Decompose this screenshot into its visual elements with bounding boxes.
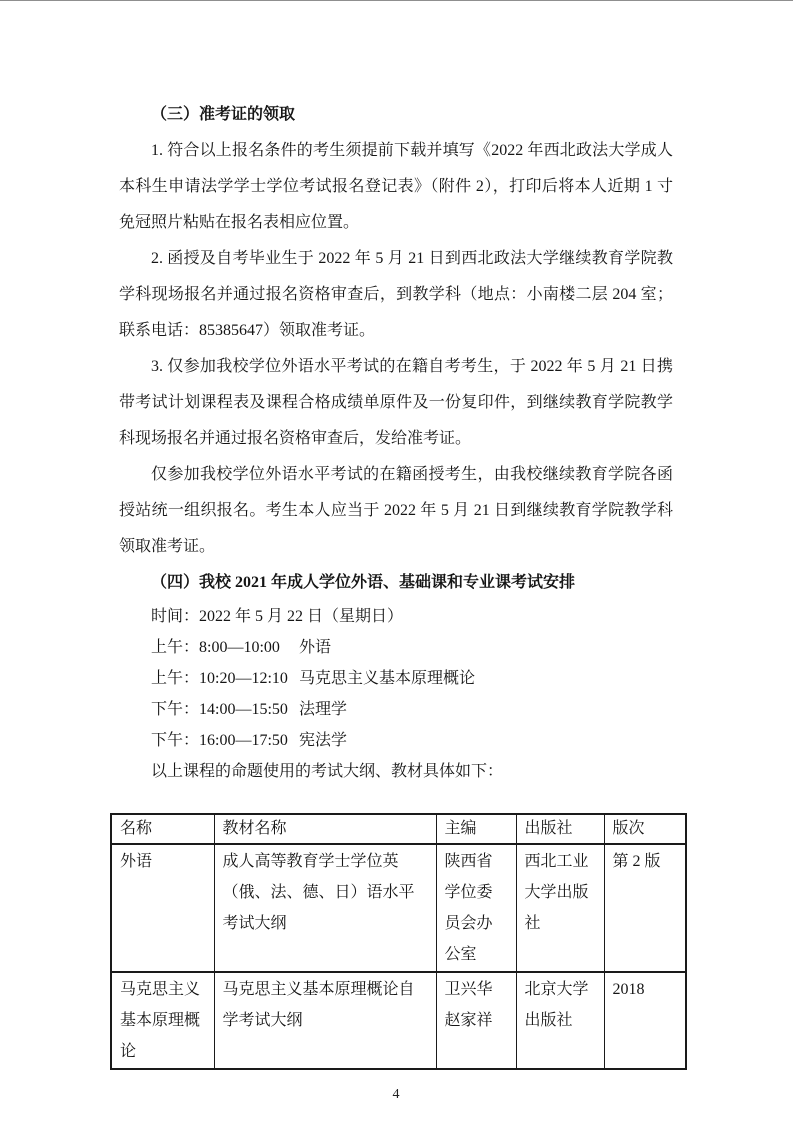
table-row bbox=[111, 844, 686, 972]
schedule-row bbox=[119, 663, 673, 694]
materials-note-line: 以上课程的命题使用的考试大纲、教材具体如下： bbox=[151, 763, 504, 780]
column-header-publisher: 出版社 bbox=[516, 814, 604, 844]
paragraph-correspondence-students: 仅参加我校学位外语水平考试的在籍函授考生，由我校继续教育学院各函授站统一组织报名。考生本人应当于 2022 年 5 月 21 日到继续教育学院教学科领取准考证。 bbox=[119, 466, 673, 555]
table-header-row bbox=[111, 814, 686, 844]
exam-date-line: 时间：2022 年 5 月 22 日（星期日） bbox=[151, 608, 404, 625]
schedule-time: 下午：16:00—17:50 bbox=[151, 732, 288, 749]
cell-publisher: 西北工业大学出版社 bbox=[516, 844, 604, 972]
cell-material-title: 成人高等教育学士学位英（俄、法、德、日）语水平考试大纲 bbox=[214, 844, 436, 972]
cell-editor: 陕西省学位委员会办公室 bbox=[436, 844, 516, 972]
column-header-material: 教材名称 bbox=[214, 814, 436, 844]
cell-course-name: 外语 bbox=[111, 844, 214, 972]
column-header-editor: 主编 bbox=[436, 814, 516, 844]
schedule-subject: 外语 bbox=[299, 639, 332, 656]
section-heading-4: （四）我校 2021 年成人学位外语、基础课和专业课考试安排 bbox=[151, 574, 576, 591]
schedule-subject: 宪法学 bbox=[299, 732, 348, 749]
table-row bbox=[111, 972, 686, 1069]
paragraph-selfstudy-students: 3. 仅参加我校学位外语水平考试的在籍自考考生，于 2022 年 5 月 21 日携带考试计划课程表及课程合格成绩单原件及一份复印件，到继续教育学院教学科现场报名并通过报名资格审查后，发给准考证。 bbox=[119, 358, 673, 447]
schedule-time: 下午：14:00—15:50 bbox=[151, 701, 288, 718]
exam-schedule bbox=[119, 601, 673, 787]
schedule-row bbox=[119, 725, 673, 756]
column-header-edition: 版次 bbox=[604, 814, 686, 844]
cell-edition: 第 2 版 bbox=[604, 844, 686, 972]
document-page bbox=[119, 97, 673, 1103]
schedule-row bbox=[119, 694, 673, 725]
schedule-time: 上午：8:00—10:00 bbox=[151, 639, 280, 656]
cell-course-name: 马克思主义基本原理概论 bbox=[111, 972, 214, 1069]
page-top-edge bbox=[0, 0, 793, 1]
cell-edition: 2018 bbox=[604, 972, 686, 1069]
schedule-subject: 法理学 bbox=[299, 701, 348, 718]
schedule-subject: 马克思主义基本原理概论 bbox=[299, 670, 476, 687]
column-header-name: 名称 bbox=[111, 814, 214, 844]
section-heading-3: （三）准考证的领取 bbox=[151, 106, 296, 123]
cell-editor: 卫兴华 赵家祥 bbox=[436, 972, 516, 1069]
schedule-time: 上午：10:20—12:10 bbox=[151, 670, 288, 687]
paragraph-registration-form: 1. 符合以上报名条件的考生须提前下载并填写《2022 年西北政法大学成人本科生申请法学学士学位考试报名登记表》（附件 2），打印后将本人近期 1 寸免冠照片粘贴在报名表相应位置。 bbox=[119, 142, 673, 231]
page-number: 4 bbox=[392, 1087, 400, 1102]
paragraph-correspondence-selfstudy-grads: 2. 函授及自考毕业生于 2022 年 5 月 21 日到西北政法大学继续教育学院教学科现场报名并通过报名资格审查后，到教学科（地点：小南楼二层 204 室；联系电话：85385647）领取准考证。 bbox=[119, 250, 673, 339]
exam-materials-table bbox=[110, 813, 687, 1070]
cell-material-title: 马克思主义基本原理概论自学考试大纲 bbox=[214, 972, 436, 1069]
schedule-row bbox=[119, 632, 673, 663]
cell-publisher: 北京大学出版社 bbox=[516, 972, 604, 1069]
